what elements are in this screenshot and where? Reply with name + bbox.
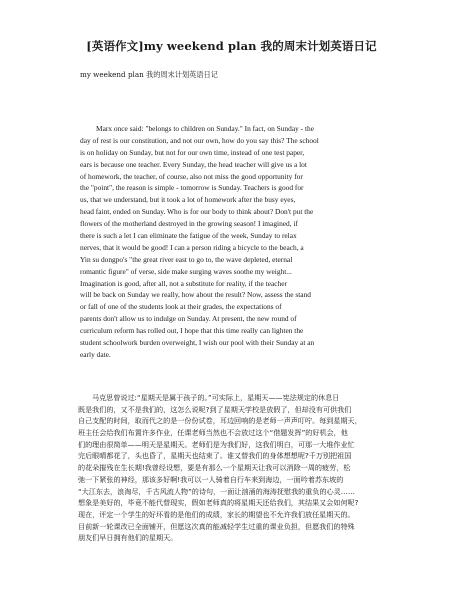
english-line: romantic figure" of verse, side make surging waves soothe my weight...: [80, 266, 292, 276]
english-line: will be back on Sunday we really, how about the result? Now, assess the stand: [80, 290, 311, 300]
english-line: or fall of one of the students look at their grades, the expectations of: [80, 302, 282, 312]
chinese-line: 马克思曾说过:“星期天是属于孩子的。”可实际上，星期天——宪法规定的休息日: [92, 393, 340, 402]
document-title: [英语作文]my weekend plan 我的周末计划英语日记: [86, 39, 377, 53]
chinese-line: 自己支配的时间，取而代之的是一份份试卷，耳边回响的是老师一声声叮咛。每到星期天，: [78, 416, 362, 426]
chinese-line: “大江东去，浪淘尽，千古风流人物”的诗句，一面让汹涌的海涛抚慰我的重负的心灵……: [78, 486, 355, 496]
english-line: parents don't allow us to indulge on Sunday. At present, the new round of: [80, 314, 297, 324]
english-line: day of rest is our constitution, and not our own, how do you say this? The school: [80, 135, 319, 145]
chinese-line: 朋友们早日拥有他们的星期天。: [78, 533, 178, 543]
english-line: us, that we understand, but it took a lot of homework after the busy eyes,: [80, 195, 296, 205]
english-line: early date.: [80, 349, 111, 359]
english-line: Imagination is good, after all, not a substitute for reality, if the teacher: [80, 278, 288, 288]
english-line: Marx once said: "belongs to children on Sunday." In fact, on Sunday - the: [96, 124, 314, 133]
chinese-line: 的花朵摧残在生长期!我曾经设想，要是有那么一个星期天让我可以消除一周的疲劳，松: [78, 463, 351, 473]
chinese-essay: [78, 392, 378, 544]
english-essay: [80, 123, 400, 361]
chinese-line: 班主任会给我们布置许多作业，任课老师当然也不会放过这个“借题发挥”的好机会，他: [78, 428, 348, 438]
chinese-line: 完后眼晴都花了，头也昏了，星期天也结束了。谁又替我们的身体想想呢?千万别把祖国: [78, 451, 352, 461]
english-line: Yin su dongpo's "the great river east to go to, the wave depleted, eternal: [80, 254, 293, 264]
document-subtitle: my weekend plan 我的周末计划英语日记: [80, 70, 218, 79]
english-line: is on holiday on Sunday, but not for our own time, instead of one test paper,: [80, 147, 305, 157]
chinese-line: 弛一下紧张的神经，那该多好啊!我可以一人骑着自行车来到海边，一面吟着苏东坡的: [78, 474, 344, 484]
chinese-line: 想象是美好的，毕竟不能代替现实，假如老师真的将星期天还给我们，其结果又会如何呢?: [78, 498, 359, 508]
english-line: flowers of the motherland destroyed in the growing season! I imagined, if: [80, 219, 298, 229]
chinese-line: 们的理由很简单——明天是星期天。老师们是为我们好，这我们明白，可那一大堆作业忙: [78, 439, 355, 449]
english-line: of homework, the teacher, of course, also not miss the good opportunity for: [80, 171, 303, 181]
english-line: nerves, that it would be good! I can a person riding a bicycle to the beach, a: [80, 242, 304, 252]
english-line: curriculum reform has rolled out, I hope that this time really can lighten the: [80, 326, 304, 336]
chinese-line: 目前新一轮课改已全面铺开，但愿这次真的能减轻学生过重的课业负担，但愿我们的特殊: [78, 521, 355, 531]
english-line: head faint, ended on Sunday. Who is for our body to think about? Don't put the: [80, 207, 314, 217]
english-line: student schoolwork burden overweight, I wish our pool with their Sunday at an: [80, 338, 315, 348]
chinese-line: 既是我们的，又不是我们的，这怎么说呢?到了星期天学校是放假了，但却没有可供我们: [78, 404, 352, 414]
chinese-line: 现在，评定一个学生的好坏看的是他们的成绩，家长的期望也不允许我们放任星期天的。: [78, 509, 355, 519]
english-line: ears is because one teacher. Every Sunday, the head teacher will give us a lot: [80, 159, 307, 169]
english-line: the "point", the reason is simple - tomorrow is Sunday. Teachers is good for: [80, 183, 304, 193]
english-line: there is such a let I can eliminate the fatigue of the week, Sunday to relax: [80, 231, 297, 241]
